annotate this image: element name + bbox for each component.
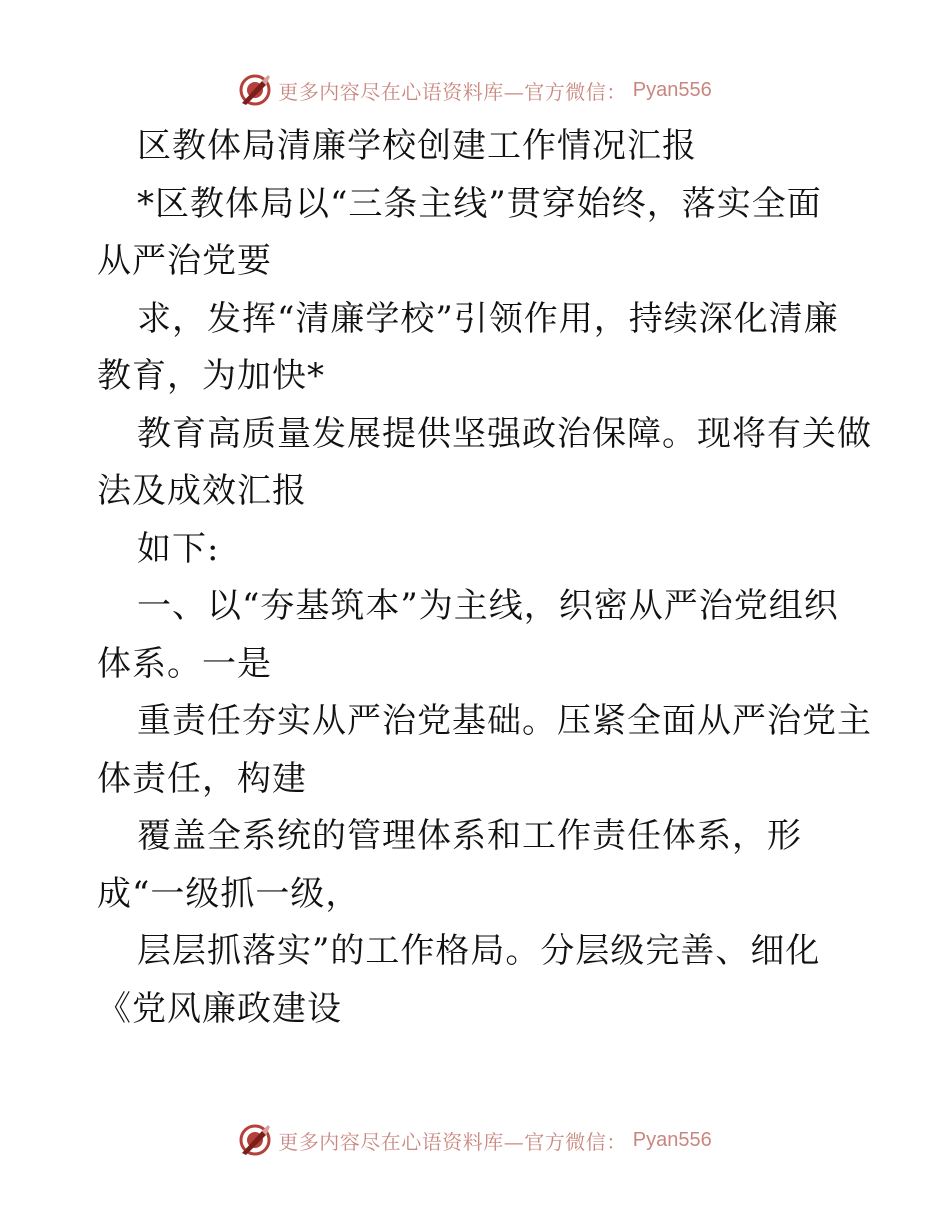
watermark-text: 更多内容尽在心语资料库—官方微信： — [278, 1129, 627, 1154]
text-line: 从严治党要 — [97, 241, 272, 281]
text-line: 覆盖全系统的管理体系和工作责任体系，形 — [137, 816, 802, 856]
section-heading-line: 一、以“夯基筑本”为主线，织密从严治党组织 — [137, 586, 839, 626]
watermark-header — [0, 72, 950, 108]
document-title: 区教体局清廉学校创建工作情况汇报 — [137, 126, 697, 166]
text-line: 成“一级抓一级， — [97, 873, 361, 914]
watermark-account: Pyan556 — [632, 1128, 712, 1151]
text-line: 体责任，构建 — [97, 758, 307, 799]
text-line: *区教体局以“三条主线”贯穿始终，落实全面 — [137, 183, 822, 224]
watermark-account: Pyan556 — [632, 78, 712, 101]
text-line: 法及成效汇报 — [97, 471, 307, 511]
pen-logo-icon — [238, 73, 272, 107]
pen-logo-icon — [238, 1123, 272, 1157]
text-line: 重责任夯实从严治党基础。压紧全面从严治党主 — [137, 701, 872, 741]
text-line: 教育高质量发展提供坚强政治保障。现将有关做 — [137, 413, 872, 454]
document-body — [97, 118, 872, 1038]
text-line: 求，发挥“清廉学校”引领作用，持续深化清廉 — [137, 298, 839, 339]
text-line: 体系。一是 — [97, 643, 272, 684]
watermark-text: 更多内容尽在心语资料库—官方微信： — [278, 79, 627, 104]
text-line: 教育，为加快* — [97, 356, 325, 396]
text-line: 《党风廉政建设 — [97, 988, 342, 1029]
text-line: 层层抓落实”的工作格局。分层级完善、细化 — [137, 931, 821, 971]
watermark-footer — [0, 1122, 950, 1158]
text-line: 如下: — [137, 528, 220, 569]
